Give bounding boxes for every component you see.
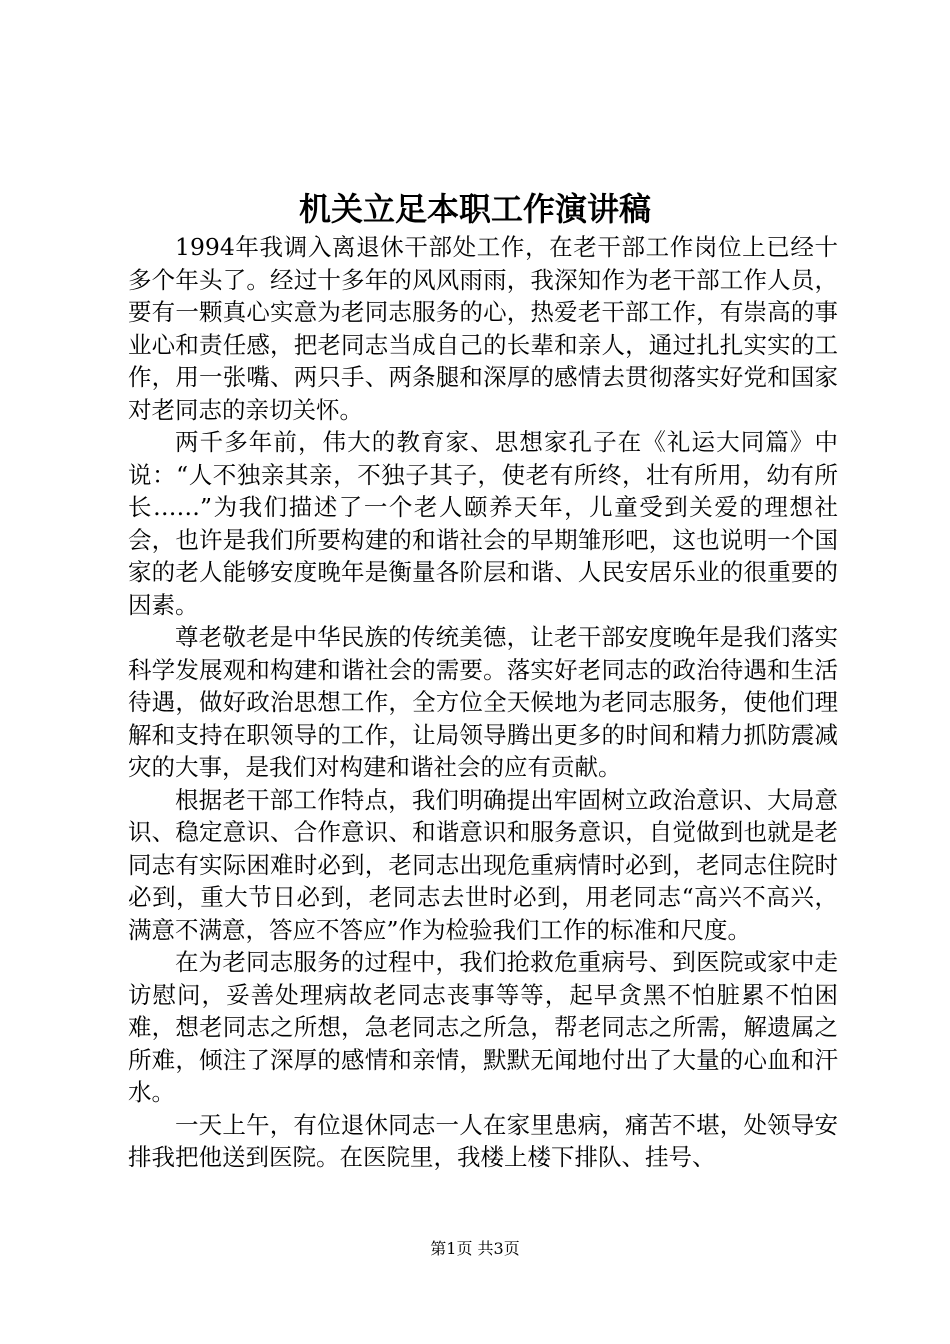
paragraph-1: 1994年我调入离退休干部处工作，在老干部工作岗位上已经十多个年头了。经过十多年的风风雨雨，我深知作为老干部工作人员，要有一颗真心实意为老同志服务的心，热爱老干部工作，有崇高的事业心和责任感，把老同志当成自己的长辈和亲人，通过扎扎实实的工作，用一张嘴、两只手、两条腿和深厚的感情去贯彻落实好党和国家对老同志的亲切关怀。 xyxy=(128,233,838,424)
paragraph-5: 在为老同志服务的过程中，我们抢救危重病号、到医院或家中走访慰问，妥善处理病故老同志丧事等等，起早贪黑不怕脏累不怕困难，想老同志之所想，急老同志之所急，帮老同志之所需，解遗属之所难，倾注了深厚的感情和亲情，默默无闻地付出了大量的心血和汗水。 xyxy=(128,948,838,1106)
paragraph-2: 两千多年前，伟大的教育家、思想家孔子在《礼运大同篇》中说：“人不独亲其亲，不独子其子，使老有所终，壮有所用，幼有所长……”为我们描述了一个老人颐养天年，儿童受到关爱的理想社会，也许是我们所要构建的和谐社会的早期雏形吧，这也说明一个国家的老人能够安度晚年是衡量各阶层和谐、人民安居乐业的很重要的因素。 xyxy=(128,428,838,619)
document-title: 机关立足本职工作演讲稿 xyxy=(298,190,651,228)
paragraph-4: 根据老干部工作特点，我们明确提出牢固树立政治意识、大局意识、稳定意识、合作意识、和谐意识和服务意识，自觉做到也就是老同志有实际困难时必到，老同志出现危重病情时必到，老同志住院时必到，重大节日必到，老同志去世时必到，用老同志“高兴不高兴，满意不满意，答应不答应”作为检验我们工作的标准和尺度。 xyxy=(128,785,838,944)
page-footer: 第1页 共3页 xyxy=(430,1239,520,1258)
paragraph-6: 一天上午，有位退休同志一人在家里患病，痛苦不堪，处领导安排我把他送到医院。在医院里，我楼上楼下排队、挂号、 xyxy=(128,1110,838,1171)
document-body xyxy=(128,231,838,1174)
paragraph-3: 尊老敬老是中华民族的传统美德，让老干部安度晚年是我们落实科学发展观和构建和谐社会的需要。落实好老同志的政治待遇和生活待遇，做好政治思想工作，全方位全天候地为老同志服务，使他们理解和支持在职领导的工作，让局领导腾出更多的时间和精力抓防震减灾的大事，是我们对构建和谐社会的应有贡献。 xyxy=(128,623,838,781)
